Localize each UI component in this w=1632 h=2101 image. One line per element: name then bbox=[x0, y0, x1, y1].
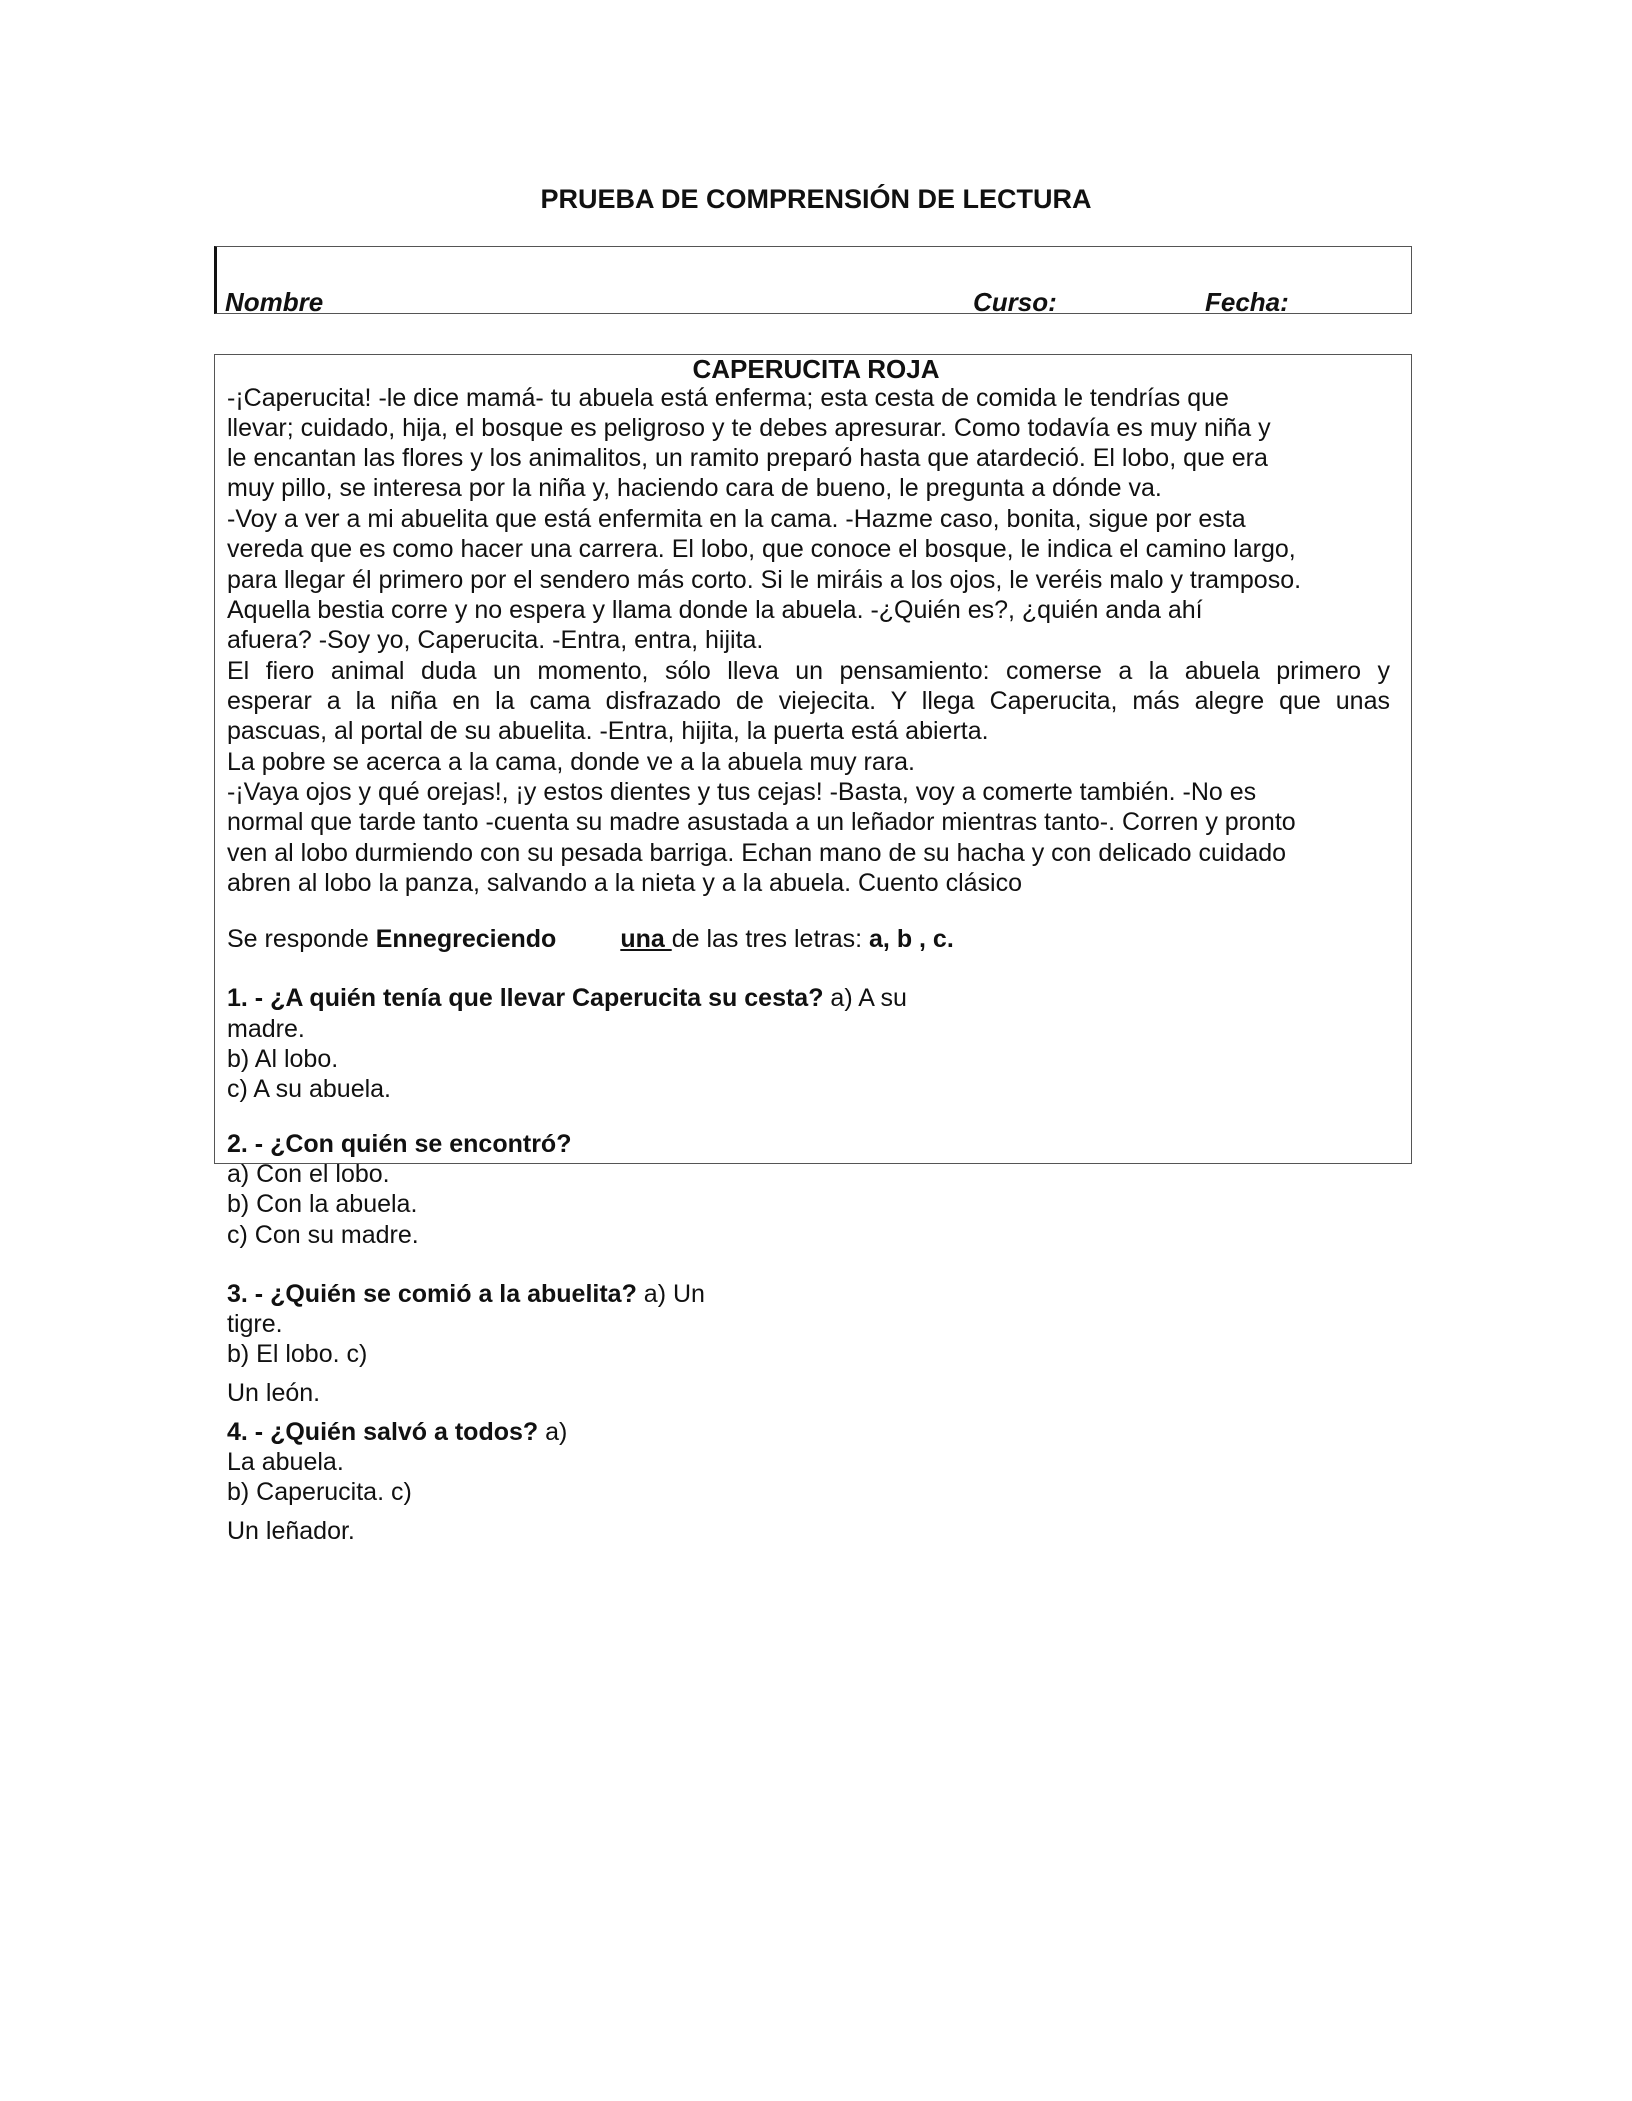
answer-option[interactable]: a) A su bbox=[823, 984, 907, 1012]
answer-option[interactable]: b) Al lobo. bbox=[227, 1045, 339, 1073]
answer-option[interactable]: madre. bbox=[227, 1015, 305, 1043]
answer-option[interactable]: a) Un bbox=[636, 1280, 705, 1308]
story-line: para llegar él primero por el sendero más corto. Si le miráis a los ojos, le veréis malo y tramposo. bbox=[227, 566, 1302, 594]
answer-option[interactable]: La abuela. bbox=[227, 1448, 344, 1476]
story-line: -¡Caperucita! -le dice mamá- tu abuela está enferma; esta cesta de comida le tendrías que bbox=[227, 384, 1229, 412]
answer-option[interactable]: a) Con el lobo. bbox=[227, 1160, 390, 1188]
story-line: normal que tarde tanto -cuenta su madre asustada a un leñador mientras tanto-. Corren y pronto bbox=[227, 808, 1296, 836]
story-line: llevar; cuidado, hija, el bosque es peligroso y te debes apresurar. Como todavía es muy niña y bbox=[227, 414, 1271, 442]
instructions-text-2: de las tres letras: bbox=[671, 925, 863, 953]
answer-option[interactable]: c) Con su madre. bbox=[227, 1221, 419, 1249]
question-3 bbox=[227, 1280, 705, 1309]
question-number: 3. bbox=[227, 1280, 248, 1308]
story-line: ven al lobo durmiendo con su pesada barriga. Echan mano de su hacha y con delicado cuidado bbox=[227, 839, 1287, 867]
instructions-text: Se responde bbox=[227, 925, 376, 953]
story-line: abren al lobo la panza, salvando a la nieta y a la abuela. Cuento clásico bbox=[227, 869, 1022, 897]
story-line: -¡Vaya ojos y qué orejas!, ¡y estos dientes y tus cejas! -Basta, voy a comerte también. -No es bbox=[227, 778, 1257, 806]
question-number: 2. bbox=[227, 1130, 248, 1158]
answer-option[interactable]: Un leñador. bbox=[227, 1517, 355, 1545]
story-line: vereda que es como hacer una carrera. El lobo, que conoce el bosque, le indica el camino largo, bbox=[227, 535, 1296, 563]
answer-option[interactable]: c) A su abuela. bbox=[227, 1075, 392, 1103]
answer-option[interactable]: b) El lobo. c) bbox=[227, 1340, 368, 1368]
answer-option[interactable]: b) Caperucita. c) bbox=[227, 1478, 412, 1506]
story-line: La pobre se acerca a la cama, donde ve a la abuela muy rara. bbox=[227, 748, 915, 776]
question-4 bbox=[227, 1418, 567, 1447]
instructions bbox=[227, 925, 954, 954]
story-line: pascuas, al portal de su abuelita. -Entra, hijita, la puerta está abierta. bbox=[227, 717, 989, 745]
question-2 bbox=[227, 1130, 571, 1159]
student-info-box bbox=[214, 246, 1412, 317]
answer-option[interactable]: b) Con la abuela. bbox=[227, 1190, 418, 1218]
instructions-underlined: una bbox=[620, 925, 672, 953]
answer-option[interactable]: tigre. bbox=[227, 1310, 283, 1338]
answer-option[interactable]: Un león. bbox=[227, 1379, 321, 1407]
instructions-letters: a, b , c. bbox=[862, 925, 954, 953]
question-text: - ¿Quién se comió a la abuelita? bbox=[247, 1280, 637, 1308]
story-line: muy pillo, se interesa por la niña y, haciendo cara de bueno, le pregunta a dónde va. bbox=[227, 474, 1162, 502]
question-number: 4. bbox=[227, 1418, 248, 1446]
story-line: le encantan las flores y los animalitos, un ramito preparó hasta que atardeció. El lobo, que era bbox=[227, 444, 1268, 472]
question-1 bbox=[227, 984, 907, 1013]
question-number: 1. bbox=[227, 984, 248, 1012]
course-label: Curso: bbox=[973, 287, 1057, 317]
question-text: - ¿Con quién se encontró? bbox=[247, 1130, 572, 1158]
page-title: PRUEBA DE COMPRENSIÓN DE LECTURA bbox=[540, 184, 1092, 214]
date-label: Fecha: bbox=[1205, 287, 1289, 317]
story-line: Aquella bestia corre y no espera y llama donde la abuela. -¿Quién es?, ¿quién anda ahí bbox=[227, 596, 1203, 624]
name-label: Nombre bbox=[225, 287, 324, 317]
story-line: afuera? -Soy yo, Caperucita. -Entra, entra, hijita. bbox=[227, 626, 764, 654]
story-title: CAPERUCITA ROJA bbox=[692, 354, 940, 384]
instructions-bold: Ennegreciendo bbox=[375, 925, 557, 953]
question-text: - ¿A quién tenía que llevar Caperucita su cesta? bbox=[247, 984, 824, 1012]
answer-option[interactable]: a) bbox=[538, 1418, 568, 1446]
story-line: El fiero animal duda un momento, sólo lleva un pensamiento: comerse a la abuela primero y bbox=[227, 657, 1390, 685]
story-line: esperar a la niña en la cama disfrazado de viejecita. Y llega Caperucita, más alegre que unas bbox=[227, 687, 1390, 715]
story-line: -Voy a ver a mi abuelita que está enfermita en la cama. -Hazme caso, bonita, sigue por esta bbox=[227, 505, 1246, 533]
question-text: - ¿Quién salvó a todos? bbox=[247, 1418, 539, 1446]
